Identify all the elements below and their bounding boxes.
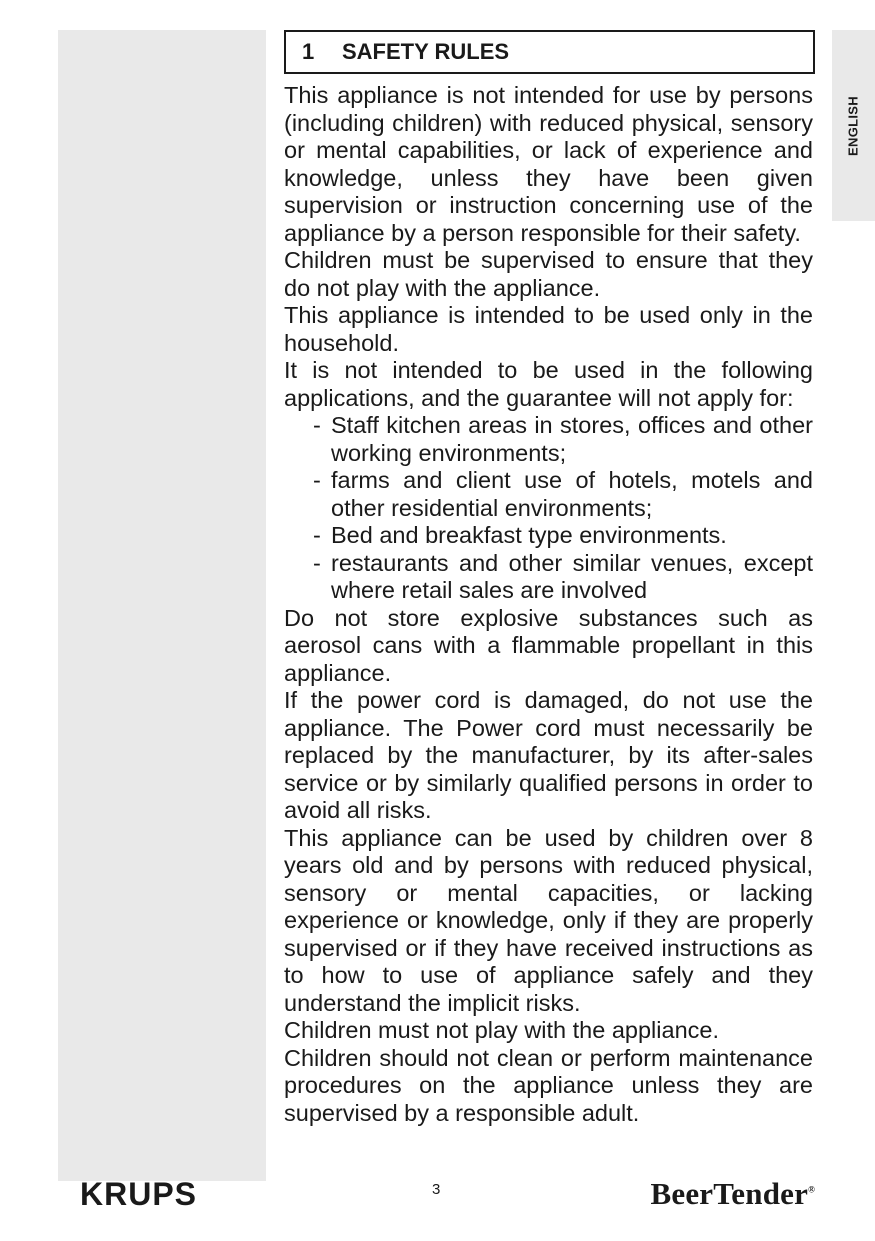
paragraph: It is not intended to be used in the following applications, and the guarantee will not apply for: <box>284 357 813 411</box>
paragraph: Children must be supervised to ensure that they do not play with the appliance. <box>284 247 813 301</box>
list-item-text: Staff kitchen areas in stores, offices and other working environments; <box>331 412 813 466</box>
section-title: SAFETY RULES <box>342 39 510 64</box>
list-item <box>284 467 813 522</box>
language-label: ENGLISH <box>845 96 861 156</box>
dash-bullet: - <box>313 522 321 548</box>
section-number: 1 <box>302 39 315 64</box>
paragraph: Children must not play with the appliance. <box>284 1017 719 1043</box>
list-item <box>284 550 813 605</box>
safety-rules-body <box>284 82 813 1127</box>
paragraph: This appliance can be used by children over 8 years old and by persons with reduced physical, sensory or mental capacities, or lacking experience or knowledge, only if they are properly supervised or if they have received instructions as to how to use of appliance safely and they understand the implicit risks. <box>284 824 813 1016</box>
list-item-text: restaurants and other similar venues, except where retail sales are involved <box>331 549 813 603</box>
paragraph: Children should not clean or perform maintenance procedures on the appliance unless they are supervised by a responsible adult. <box>284 1044 813 1126</box>
list-item-text: farms and client use of hotels, motels and other residential environments; <box>331 467 813 521</box>
exclusion-list <box>284 412 813 605</box>
list-item <box>284 412 813 467</box>
beertender-logo <box>651 1176 815 1212</box>
section-header <box>284 30 815 74</box>
paragraph: This appliance is not intended for use by persons (including children) with reduced physical, sensory or mental capabilities, or lack of experience and knowledge, unless they have been given supervision or instruction concerning use of the appliance by a person responsible for their safety. <box>284 82 813 246</box>
paragraph: Do not store explosive substances such as aerosol cans with a flammable propellant in this appliance. <box>284 604 813 686</box>
paragraph: If the power cord is damaged, do not use the appliance. The Power cord must necessarily be replaced by the manufacturer, by its after-sales service or by similarly qualified persons in order to avoid all risks. <box>284 687 813 823</box>
paragraph: This appliance is intended to be used only in the household. <box>284 302 813 356</box>
krups-logo: KRUPS <box>80 1176 198 1212</box>
trademark-symbol: ® <box>808 1184 815 1195</box>
dash-bullet: - <box>313 467 321 493</box>
page-number: 3 <box>432 1181 441 1198</box>
dash-bullet: - <box>313 549 321 576</box>
left-margin-band <box>58 30 266 1181</box>
list-item <box>284 522 813 550</box>
dash-bullet: - <box>313 412 321 438</box>
list-item-text: Bed and breakfast type environments. <box>331 522 727 548</box>
product-logo-text: BeerTender <box>650 1176 809 1211</box>
